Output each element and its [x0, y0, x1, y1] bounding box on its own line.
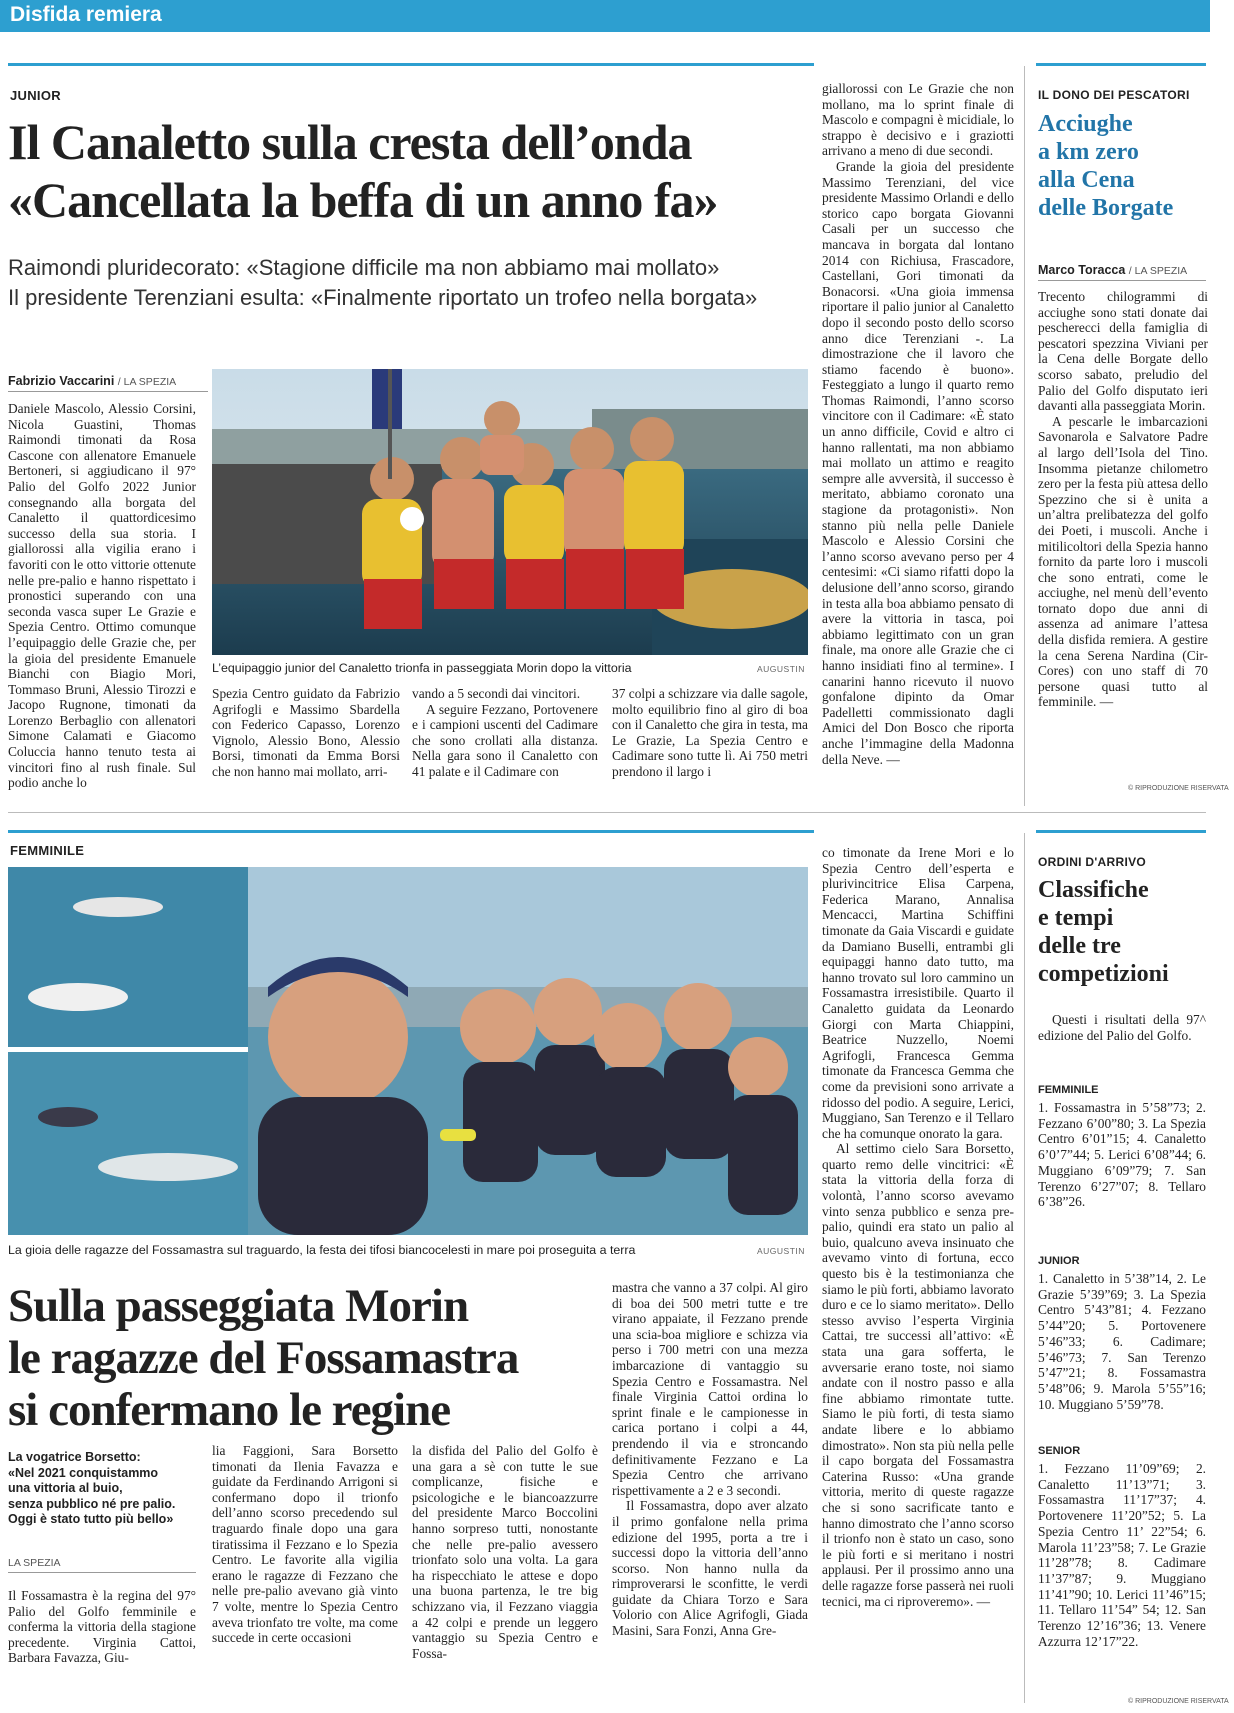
- bottom-story-column-3: la disfida del Palio del Golfo è una gara a sè con tutte le sue complicanze, fisiche e psicologiche e le biancoazzurre del presidente Marco Boccolini hanno sorpreso tutti, nonostante che nelle pre-palio avessero trionfato solo una volta. La gara ha rispecchiato le attese e dopo una buona partenza, le tre big schizzano via, il Fezzano viaggia a 42 colpi e prende un leggero vantaggio su Spezia Centro e Fossa-: [412, 1443, 598, 1661]
- bottom-story-column-2: lia Faggioni, Sara Borsetto timonati da Ilenia Favazza e guidate da Ferdinando Arrigoni si confermano dopo il trionfo dell’anno scorso precedendo sul traguardo finale dopo una gara tiratissima il Fezzano e lo Spezia Centro. Le favorite alla vigilia erano le ragazze di Fezzano che nelle pre-palio avevano già vinto 7 volte, mentre lo Spezia Centro aveva trionfato tre volte, ma come succede in certe occasioni: [212, 1443, 398, 1646]
- results-rule: [1036, 830, 1206, 833]
- fossamastra-image: [8, 867, 808, 1235]
- bottom-story-column-4: mastra che vanno a 37 colpi. Al giro di boa dei 500 metri tutte e tre virano appaiate, il Fezzano prende una scia-boa migliore e schizza via perso i 700 metri con una mezza imbarcazione di vantaggio su Spezia Centro e Fossamastra. Nel finale Virginia Cattoi ordina lo sprint finale e le campionesse in carica portano i colpi a 44, prendendo il via e stroncando definitivamente Fezzano e La Spezia Centro che arrivano rispettivamente a 2 e 3 secondi. Il Fossamastra, dopo aver alzato il primo gonfalone nella prima edizione del 1995, porta a tre i successi dopo la vittoria dell’anno scorso. Non hanno nulla da rimproverarsi le sconfitte, le verdi guidate da Chiara Torzo e Sara Volorio con Alice Agrifogli, Giada Masini, Sara Fonzi, Anna Gre-: [612, 1280, 808, 1639]
- bottom-story-kicker: FEMMINILE: [10, 843, 85, 858]
- author-place: LA SPEZIA: [123, 376, 177, 388]
- side-story-copyright: © RIPRODUZIONE RISERVATA: [1128, 785, 1229, 792]
- bottom-story-column-5: co timonate da Irene Mori e lo Spezia Centro dell’esperta e plurivincitrice Elisa Carpena, Federica Marano, Annalisa Mencacci, Martina Schiffini timonate da Gaia Viscardi e guidate da Damiano Buselli, entrambi gli equipaggi hanno dato tutto, ma hanno trovato sul loro cammino un Fossamastra irresistibile. Quarto il Canaletto guidata da Leonardo Giorgi con Marta Chiappini, Beatrice Nuzzello, Noemi Agrifogli, Francesca Gemma timonate da Francesca Gemma che come da previsioni sono arrivate a ridosso del podio. A seguire, Lerici, Muggiano, San Terenzo e il Tellaro che ha comunque onorato la gara. Al settimo cielo Sara Borsetto, quarto remo delle vincitrici: «È stata la vittoria della forza di volontà, l’anno scorso avevamo vinto senza pubblico e senza pre-palio, quindi era stato un palio al buio, qualcuno aveva insinuato che avevamo vinto di fortuna, ecco questo bis è la testimonianza che siamo le più forti, abbiamo lavorato duro e ce lo siamo meritato». Dello stesso avviso l’esperta Virginia Cattai, tre successi all’attivo: «È stata una gara sofferta, le avversarie erano toste, noi siamo andate con il nostro passo e alla fine abbiamo rimontate tutte. Siamo le più forti, di testa siamo andate libere e lo abbiamo dimostrato». Non sta più nella pelle il capo borgata del Fossamastra Caterina Russo: «Una grande vittoria, merito di queste ragazze che si sono sacrificate tanto e hanno dimostrato che l’anno scorso il trionfo non è stato un caso, sono le più forti e si meritano i nostri applausi. Per il prossimo anno una delle ragazze forse passerà nei ruoli tecnici, ma ci riproveremo». —: [822, 845, 1014, 1609]
- pull-quote: La vogatrice Borsetto: «Nel 2021 conquistammo una vittoria al buio, senza pubblico né pre palio. Oggi è stato tutto più bello»: [8, 1450, 176, 1526]
- section-band: [0, 0, 1210, 32]
- bottom-story-byline: [8, 1557, 196, 1573]
- results-femminile: 1. Fossamastra in 5’58”73; 2. Fezzano 6’00”80; 3. La Spezia Centro 6’01”15; 4. Canaletto 6’0’7”44; 5. Lerici 6’08”44; 6. Muggiano 6’09”79; 7. San Terenzo 6’27”07; 8. Tellaro 6’38”26.: [1038, 1100, 1206, 1210]
- top-story-column-3: vando a 5 secondi dai vincitori. A seguire Fezzano, Portovenere e i campioni uscenti del Cadimare che sono crollati alla distanza. Nella gara sono il Canaletto con 41 palate e il Cadimare con: [412, 686, 598, 779]
- top-story-kicker: JUNIOR: [10, 88, 61, 103]
- top-photo-caption: L’equipaggio junior del Canaletto trionfa in passeggiata Morin dopo la vittoria: [212, 661, 632, 675]
- canaletto-crew-photo: [212, 369, 808, 655]
- side-story-body: Trecento chilogrammi di acciughe sono stati donate dai pescherecci della famiglia di pescatori spezzina Viviani per la Cena delle Borgate dello scorso sabato, preludio del Palio del Golfo disputato ieri davanti alla passeggiata Morin. A pescarle le imbarcazioni Savonarola e Salvatore Padre al largo dell’Isola del Tino. Insomma pietanze chilometro zero per la festa più attesa dello Spezzino che si è unita a un’altra prelibatezza del golfo dei Poeti, i muscoli. Anche i mitilicoltori della Spezia hanno fornito da parte loro i muscoli che sono entrati, come le acciughe, nel menù dell’evento tornato dopo due anni di assenza ad animare l’attesa della disfida remiera. A gestire la cena Serena Nardina (Cir-Cores) con uno staff di 70 persone quasi tutto al femminile. —: [1038, 289, 1208, 710]
- results-femminile-head: FEMMINILE: [1038, 1084, 1099, 1096]
- results-intro: Questi i risultati della 97^ edizione del Palio del Golfo.: [1038, 1012, 1206, 1043]
- results-copyright: © RIPRODUZIONE RISERVATA: [1128, 1698, 1229, 1705]
- column-divider: [1024, 66, 1025, 806]
- section-band-label: Disfida remiera: [10, 3, 162, 26]
- author-name: Marco Toracca: [1038, 263, 1126, 277]
- top-story-deck-1: Raimondi pluridecorato: «Stagione difficile ma non abbiamo mai mollato»: [8, 255, 720, 280]
- top-story-headline-1: Il Canaletto sulla cresta dell’onda: [8, 114, 692, 170]
- top-story-deck-2: Il presidente Terenziani esulta: «Finalmente riportato un trofeo nella borgata»: [8, 285, 758, 310]
- results-senior: 1. Fezzano 11’09”69; 2. Canaletto 11’13”71; 3. Fossamastra 11’17”37; 4. Portovenere 11’20”52; 5. La Spezia Centro 11’ 22”54; 6. Marola 11’23”58; 7. Le Grazie 11’28”78; 8. Cadimare 11’37”87; 9. Muggiano 11’41”90; 10. Lerici 11’46”15; 11. Tellaro 11’54” 54; 12. San Terenzo 12’16”36; 13. Venere Azzurra 12’17”22.: [1038, 1461, 1206, 1649]
- author-name: Fabrizio Vaccarini: [8, 374, 115, 388]
- top-story-rule: [8, 63, 814, 66]
- story-divider: [8, 812, 1206, 813]
- author-place: LA SPEZIA: [8, 1557, 61, 1569]
- bottom-photo-credit: AUGUSTIN: [757, 1246, 805, 1256]
- side-story-kicker: IL DONO DEI PESCATORI: [1038, 88, 1190, 102]
- results-senior-head: SENIOR: [1038, 1445, 1081, 1457]
- results-junior: 1. Canaletto in 5’38”14, 2. Le Grazie 5’39”69; 3. La Spezia Centro 5’43”81; 4. Fezzano 5’44”20; 5. Portovenere 5’46”33; 6. Cadimare; 5’46”73; 7. San Terenzo 5’47”21; 8. Fossamastra 5’48”06; 9. Marola 5’55”16; 10. Muggiano 5’59”78.: [1038, 1271, 1206, 1412]
- bottom-story-rule: [8, 830, 814, 833]
- top-story-headline-2: «Cancellata la beffa di un anno fa»: [8, 172, 718, 228]
- top-story-column-5: giallorossi con Le Grazie che non mollano, ma lo sprint finale di Mascolo e compagni è micidiale, lo strappo è decisivo e i graziotti arrivano a meno di due secondi. Grande la gioia del presidente Massimo Terenziani, del vice presidente Massimo Orlandi e dello storico capo borgata Giovanni Casali per un successo che mancava in borgata dal lontano 2014 con Richiusa, Frascadore, Castellani, Gori timonati da Bonacorsi. «Una gioia immensa riportare il palio junior al Canaletto dopo il secondo posto dello scorso anno dice Terenziani -. La dimostrazione che il lavoro che stiamo facendo è buono». Festeggiato a lungo il quarto remo Thomas Raimondi, l’anno scorso vincitore con il Cadimare: «È stato un anno difficile, Covid e altro ci hanno rallentati, ma non abbiamo mai mollato un attimo e reagito sempre alle avversità, il successo è meritato, abbiamo coronato una stagione da protagonisti». Non stanno più nella pelle Daniele Mascolo e Alessio Corsini che l’anno scorso avevano perso per 4 centesimi: «Ci siamo rifatti dopo la delusione dell’anno scorso, girando in testa alla boa abbiamo pensato di avere la vittoria in tasca, poi abbiamo legittimato con un gran finale, ma onore alle Grazie che ci hanno insidiati fino al termine». I canarini hanno ricevuto il nuovo gonfalone dipinto da Omar Padelletti commissionato dagli Amici del Don Bosco che riporta anche l’immagine della Madonna della Neve. —: [822, 81, 1014, 767]
- side-story-byline: Marco Toracca / LA SPEZIA: [1038, 263, 1206, 281]
- top-story-column-1: Daniele Mascolo, Alessio Corsini, Nicola Guastini, Thomas Raimondi timonati da Rosa Cascone con allenatore Emanuele Bertoneri, si aggiudicano il 97° Palio del Golfo 2022 Junior consegnando alla borgata del Canaletto il quattordicesimo successo della sua storia. I giallorossi alla vigilia erano i favoriti con le otto vittorie ottenute nelle pre-palio e hanno rispettato i pronostici superando con una seconda vasca super Le Grazie e Spezia Centro. Ottimo comunque l’equipaggio delle Grazie che, per la gioia del presidente Emanuele Bianchi con Biagio Mori, Tommaso Bruni, Alessio Tirozzi e Jacopo Rugnone, timonati da Lorenzo Berbaglio con allenatori Simone Calamati e Giacomo Coluccia hanno tenuto testa ai vincitori fino al rush finale. Sul podio anche lo: [8, 401, 196, 791]
- top-story-column-4: 37 colpi a schizzare via dalle sagole, molto equilibrio fino al giro di boa con il Canaletto che gira in testa, ma Le Grazie, La Spezia Centro e Cadimare sono tutte lì. Ai 750 metri prendono il largo i: [612, 686, 808, 779]
- side-story-headline: Acciughe a km zero alla Cena delle Borgate: [1038, 111, 1174, 221]
- bottom-photo-caption: La gioia delle ragazze del Fossamastra sul traguardo, la festa dei tifosi biancocelesti in mare poi proseguita a terra: [8, 1243, 636, 1257]
- results-headline: Classifiche e tempi delle tre competizioni: [1038, 877, 1169, 987]
- top-story-byline: Fabrizio Vaccarini / LA SPEZIA: [8, 374, 208, 392]
- bottom-story-column-1: Il Fossamastra è la regina del 97° Palio del Golfo femminile e conferma la vittoria della stagione precedente. Virginia Cattoi, Barbara Favazza, Giu-: [8, 1588, 196, 1666]
- fossamastra-photo: [8, 867, 808, 1235]
- top-photo-credit: AUGUSTIN: [757, 664, 805, 674]
- side-story-rule: [1036, 63, 1206, 66]
- author-place: LA SPEZIA: [1134, 265, 1188, 277]
- results-kicker: ORDINI D'ARRIVO: [1038, 855, 1147, 869]
- results-junior-head: JUNIOR: [1038, 1255, 1080, 1267]
- bottom-story-headline: Sulla passeggiata Morin le ragazze del Fossamastra si confermano le regine: [8, 1280, 519, 1436]
- canaletto-crew-image: [212, 369, 808, 655]
- top-story-column-2: Spezia Centro guidato da Fabrizio Agrifogli e Massimo Sbardella con Federico Capasso, Lorenzo Vignolo, Alessio Bono, Alessio Borsi, timonati da Emma Borsi che non hanno mai mollato, arri-: [212, 686, 400, 779]
- column-divider: [1024, 833, 1025, 1703]
